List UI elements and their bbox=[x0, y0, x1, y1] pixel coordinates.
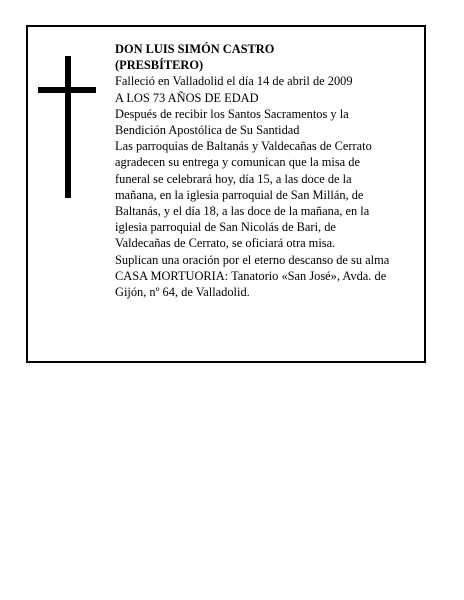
sacraments-line: Después de recibir los Santos Sacramentos y la bbox=[115, 106, 349, 121]
deceased-name: DON LUIS SIMÓN CASTRO bbox=[115, 42, 275, 56]
cross-horizontal-bar bbox=[38, 87, 96, 93]
obituary-notice bbox=[26, 25, 426, 363]
cross-vertical-bar bbox=[65, 56, 71, 198]
sacraments-line: Bendición Apostólica de Su Santidad bbox=[115, 123, 300, 138]
parishes-line: agradecen su entrega y comunican que la misa de bbox=[115, 155, 360, 170]
deceased-title: (PRESBÍTERO) bbox=[115, 58, 204, 73]
cross-icon bbox=[38, 56, 96, 198]
notice-text bbox=[115, 41, 421, 300]
funeral-home-line: Gijón, nº 64, de Valladolid. bbox=[115, 285, 250, 300]
parishes-line: Las parroquias de Baltanás y Valdecañas de Cerrato bbox=[115, 139, 372, 154]
parishes-line: iglesia parroquial de San Nicolás de Bari, de bbox=[115, 220, 336, 235]
prayer-line: Suplican una oración por el eterno descanso de su alma bbox=[115, 252, 390, 267]
funeral-home-line: CASA MORTUORIA: Tanatorio «San José», Avda. de bbox=[115, 268, 387, 283]
parishes-line: funeral se celebrará hoy, día 15, a las doce de la bbox=[115, 171, 352, 186]
death-line: Falleció en Valladolid el día 14 de abril de 2009 bbox=[115, 74, 353, 89]
parishes-line: mañana, en la iglesia parroquial de San Millán, de bbox=[115, 187, 364, 202]
parishes-line: Valdecañas de Cerrato, se oficiará otra misa. bbox=[115, 236, 336, 251]
age-line: A LOS 73 AÑOS DE EDAD bbox=[115, 90, 259, 105]
parishes-line: Baltanás, y el día 18, a las doce de la mañana, en la bbox=[115, 204, 370, 219]
